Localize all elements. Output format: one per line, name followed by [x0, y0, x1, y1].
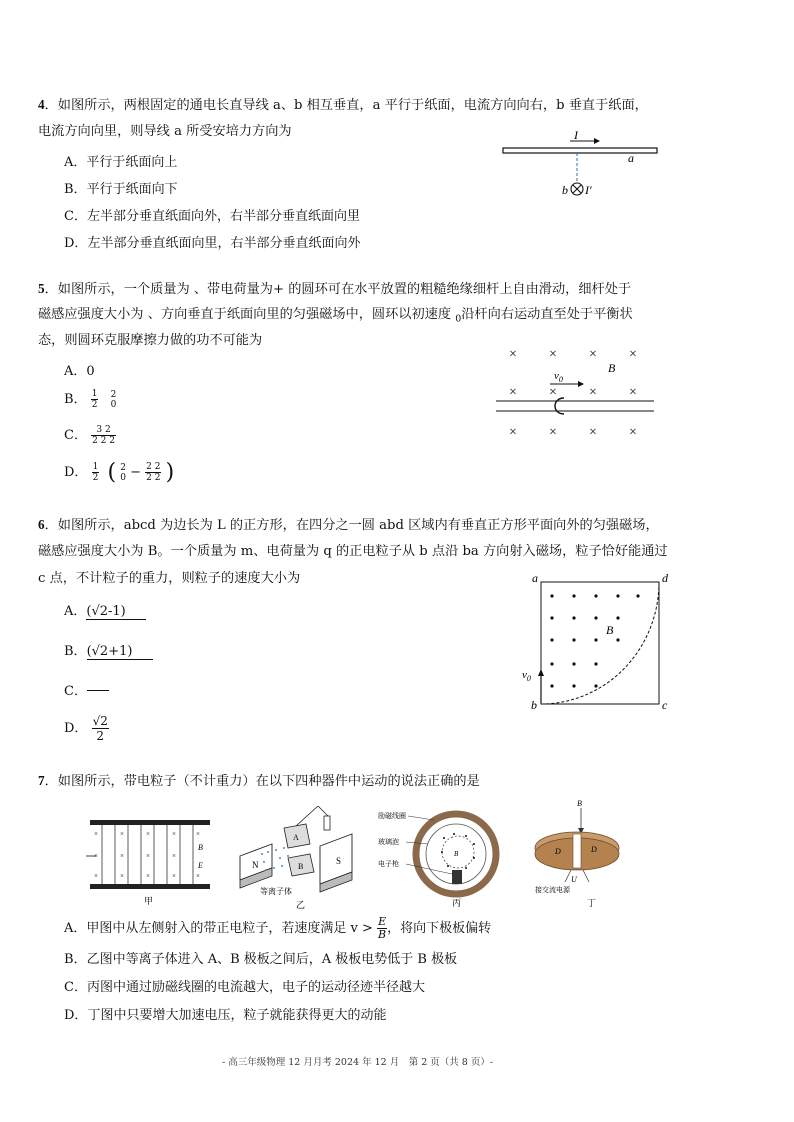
q5-option-d[interactable]: D． $\frac{1}{2}$ ( 2 0 − $\frac{2 2}{2 2}$ ) — [64, 460, 175, 485]
field-label: B — [608, 361, 616, 375]
q7-figure-ding — [525, 798, 635, 910]
question-number: 7 — [38, 773, 45, 788]
wire-a-label: a — [628, 151, 634, 165]
svg-text:E: E — [198, 861, 203, 870]
label-c: c — [662, 698, 668, 712]
svg-text:玻璃泡: 玻璃泡 — [378, 838, 399, 846]
fraction: $\frac{3 2}{2 2 2}$ — [92, 425, 115, 446]
q5-figure — [492, 340, 667, 445]
wire-b-current-label: I′ — [585, 183, 592, 197]
q5-line1: 5．如图所示，一个质量为 、带电荷量为+ 的圆环可在水平放置的粗糙绝缘细杆上自由滑动，细杆处于 — [38, 281, 632, 297]
field-dots — [550, 594, 639, 687]
svg-text:×: × — [589, 385, 597, 400]
plasma-label: 等离子体 — [260, 887, 292, 896]
fraction: $\frac{√2}{2}$ — [92, 714, 108, 743]
svg-text:×: × — [120, 872, 124, 880]
svg-text:×: × — [196, 830, 200, 838]
q6-option-c[interactable]: C． — [64, 680, 109, 699]
current-label: I — [574, 128, 578, 142]
velocity-label: $v_0$ — [554, 370, 563, 384]
svg-text:×: × — [629, 347, 637, 362]
q7-figure-jia — [86, 818, 216, 910]
svg-text:A: A — [293, 833, 299, 842]
svg-text:×: × — [629, 385, 637, 400]
svg-text:×: × — [629, 425, 637, 440]
velocity-label: $v_0$ — [522, 669, 531, 683]
fraction: $\frac{1}{2}$ — [92, 462, 99, 483]
label-b: b — [531, 698, 537, 712]
svg-text:×: × — [120, 852, 124, 860]
svg-text:×: × — [94, 872, 98, 880]
q7-option-a[interactable]: A．甲图中从左侧射入的带正电粒子，若速度满足 v > $\frac{E}{B}$ ，将向下极板偏转 — [64, 915, 492, 941]
ring — [555, 398, 564, 414]
svg-text:D: D — [591, 845, 597, 854]
svg-text:×: × — [589, 347, 597, 362]
label-a: a — [532, 572, 538, 585]
svg-text:×: × — [589, 425, 597, 440]
svg-text:电子枪: 电子枪 — [378, 860, 399, 868]
svg-text:×: × — [549, 425, 557, 440]
q4-option-d[interactable]: D．左半部分垂直纸面向里，右半部分垂直纸面向外 — [64, 236, 361, 251]
q7-option-c[interactable]: C．丙图中通过励磁线圈的电流越大，电子的运动径迹半径越大 — [64, 980, 425, 995]
svg-text:励磁线圈: 励磁线圈 — [378, 812, 406, 820]
q4-option-b[interactable]: B．平行于纸面向下 — [64, 182, 178, 197]
q5-line3: 态，则圆环克服摩擦力做的功不可能为 — [38, 333, 263, 348]
q6-option-a[interactable]: A．(√2-1) — [64, 600, 146, 620]
page-footer: - 高三年级物理 12 月月考 2024 年 12 月 第 2 页（共 8 页）- — [222, 1057, 494, 1068]
svg-text:B: B — [198, 843, 203, 852]
q6-line1: 6．如图所示，abcd 为边长为 L 的正方形，在四分之一圆 abd 区域内有垂直正方形平面向外的匀强磁场， — [38, 517, 659, 533]
q5-line2: 磁感应强度大小为 、方向垂直于纸面向里的匀强磁场中，圆环以初速度 $_0$沿杆向右运动直至处于平衡状 — [38, 307, 633, 325]
svg-text:B: B — [298, 862, 304, 871]
square-abcd — [541, 582, 659, 704]
svg-text:B: B — [454, 850, 459, 858]
svg-text:×: × — [549, 347, 557, 362]
svg-text:×: × — [146, 852, 150, 860]
svg-text:×: × — [509, 425, 517, 440]
wire-b-label: b — [562, 183, 568, 197]
svg-text:U: U — [571, 875, 577, 884]
q7-figure-bing — [378, 808, 508, 910]
q5-option-a[interactable]: A．0 — [64, 364, 95, 379]
svg-text:D: D — [555, 847, 561, 856]
svg-text:×: × — [146, 830, 150, 838]
q4-line1: 4．如图所示，两根固定的通电长直导线 a、b 相互垂直，a 平行于纸面，电流方向向右，b 垂直于纸面， — [38, 97, 648, 113]
q4-text: 如图所示，两根固定的通电长直导线 a、b 相互垂直，a 平行于纸面，电流方向向右，b 垂直于纸面， — [57, 98, 648, 113]
question-number: 4 — [38, 97, 45, 112]
svg-text:S: S — [336, 856, 342, 866]
fraction: $\frac{1}{2}$ — [91, 389, 98, 410]
svg-text:×: × — [196, 872, 200, 880]
label-yi: 乙 — [296, 900, 306, 910]
svg-text:×: × — [146, 872, 150, 880]
svg-text:×: × — [120, 830, 124, 838]
q4-line2: 电流方向向里，则导线 a 所受安培力方向为 — [38, 124, 292, 139]
quarter-arc — [541, 582, 659, 704]
svg-text:×: × — [172, 872, 176, 880]
q7-line1: 7．如图所示，带电粒子（不计重力）在以下四种器件中运动的说法正确的是 — [38, 773, 480, 789]
svg-text:N: N — [252, 860, 259, 870]
svg-text:×: × — [172, 852, 176, 860]
q6-option-d[interactable]: D． $\frac{√2}{2}$ — [64, 714, 108, 743]
q7-option-d[interactable]: D．丁图中只要增大加速电压，粒子就能获得更大的动能 — [64, 1008, 387, 1023]
label-jia: 甲 — [144, 896, 154, 906]
q4-figure — [498, 128, 663, 200]
svg-text:×: × — [549, 385, 557, 400]
q6-figure — [520, 572, 680, 712]
q5-option-c[interactable]: C． $\frac{3 2}{2 2 2}$ — [64, 425, 115, 446]
q5-option-b[interactable]: B． $\frac{1}{2}$ 2 0 — [64, 389, 117, 410]
q7-option-b[interactable]: B．乙图中等离子体进入 A、B 极板之间后，A 极板电势低于 B 极板 — [64, 952, 458, 967]
q7-figure-yi — [232, 806, 362, 910]
svg-text:B: B — [577, 799, 582, 808]
label-d: d — [662, 572, 668, 585]
question-number: 5 — [38, 281, 45, 296]
svg-text:×: × — [509, 385, 517, 400]
q6-option-b[interactable]: B．(√2+1) — [64, 640, 153, 660]
q4-option-c[interactable]: C．左半部分垂直纸面向外，右半部分垂直纸面向里 — [64, 209, 360, 224]
label-ding: 丁 — [587, 898, 597, 908]
q6-line3: c 点，不计粒子的重力，则粒子的速度大小为 — [38, 571, 301, 586]
svg-text:×: × — [509, 347, 517, 362]
q4-option-a[interactable]: A．平行于纸面向上 — [64, 155, 178, 170]
svg-text:×: × — [172, 830, 176, 838]
label-bing: 丙 — [452, 898, 462, 908]
label-field: B — [606, 623, 614, 637]
fraction: $\frac{E}{B}$ — [378, 915, 387, 941]
q6-line2: 磁感应强度大小为 B。一个质量为 m、电荷量为 q 的正电粒子从 b 点沿 ba 方向射入磁场，粒子恰好能通过 — [38, 544, 668, 559]
question-number: 6 — [38, 517, 45, 532]
svg-text:×: × — [94, 830, 98, 838]
ac-label: 接交流电源 — [535, 886, 570, 894]
magnetic-field-crosses — [509, 347, 637, 440]
svg-text:×: × — [94, 852, 98, 860]
